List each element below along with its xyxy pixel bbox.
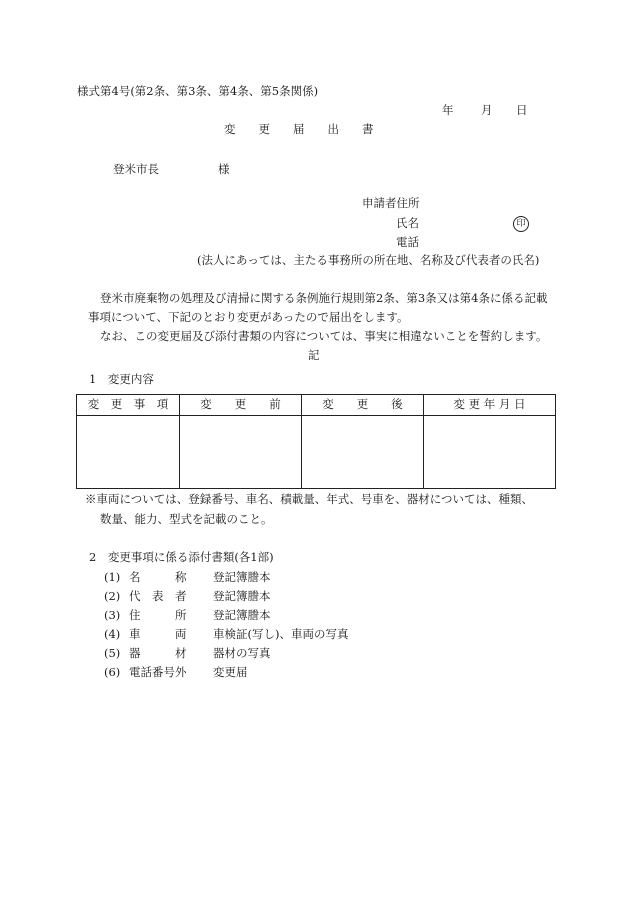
item-docs: 登記簿謄本 [213,608,271,622]
item-number: (3) [104,608,121,622]
body-line-3: なお、この変更届及び添付書類の内容については、事実に相違ないことを誓約します。 [100,329,548,343]
item-number: (5) [104,646,121,660]
cell-item[interactable] [77,416,180,489]
list-item [104,589,271,603]
change-content-table [76,394,556,489]
list-item [104,608,271,622]
table-header-row [77,395,556,416]
applicant-name-label: 氏名 [396,216,419,230]
vehicle-note-line-1: ※車両については、登録番号、車名、積載量、年式、号車を、器材については、種類、 [85,492,534,506]
ki-mark: 記 [308,348,320,362]
date-year-label: 年 [442,103,454,117]
item-name: 器 材 [129,646,187,660]
list-item [104,665,248,679]
vehicle-note-line-2: 数量、能力、型式を記載のこと。 [100,512,273,526]
list-item [104,646,271,660]
item-number: (1) [104,570,121,584]
table-row [77,416,556,489]
col-header-after: 変 更 後 [302,395,424,416]
item-docs: 登記簿謄本 [213,570,271,584]
applicant-address-label: 申請者住所 [362,196,420,210]
document-title: 変 更 届 出 書 [224,122,374,136]
date-month-label: 月 [481,103,493,117]
list-item [104,570,271,584]
item-number: (4) [104,627,121,641]
item-docs: 車検証(写し)、車両の写真 [213,627,349,641]
item-docs: 器材の写真 [213,646,271,660]
item-number: (6) [104,665,121,679]
section2-heading: 2 変更事項に係る添付書類(各1部) [89,550,274,564]
item-docs: 登記簿謄本 [213,589,271,603]
list-item [104,627,349,641]
corporate-note: (法人にあっては、主たる事務所の所在地、名称及び代表者の氏名) [197,253,540,267]
addressee-name: 登米市長 [113,162,159,176]
col-header-date: 変 更 年 月 日 [424,395,556,416]
seal-mark: 印 [513,216,529,232]
cell-after[interactable] [302,416,424,489]
item-number: (2) [104,589,121,603]
item-name: 代 表 者 [129,589,187,603]
item-name: 車 両 [129,627,187,641]
cell-date[interactable] [424,416,556,489]
col-header-before: 変 更 前 [180,395,302,416]
date-day-label: 日 [516,103,528,117]
item-name: 名 称 [129,570,187,584]
item-docs: 変更届 [213,665,248,679]
cell-before[interactable] [180,416,302,489]
item-name: 住 所 [129,608,187,622]
form-number: 様式第4号(第2条、第3条、第4条、第5条関係) [77,84,319,98]
section1-heading: 1 変更内容 [89,372,154,386]
addressee-honorific: 様 [218,162,230,176]
body-line-1: 登米市廃棄物の処理及び清掃に関する条例施行規則第2条、第3条又は第4条に係る記載 [100,291,548,305]
item-name: 電話番号外 [129,665,187,679]
body-line-2: 事項について、下記のとおり変更があったので届出をします。 [88,310,409,324]
applicant-phone-label: 電話 [396,235,419,249]
col-header-item: 変 更 事 項 [77,395,180,416]
